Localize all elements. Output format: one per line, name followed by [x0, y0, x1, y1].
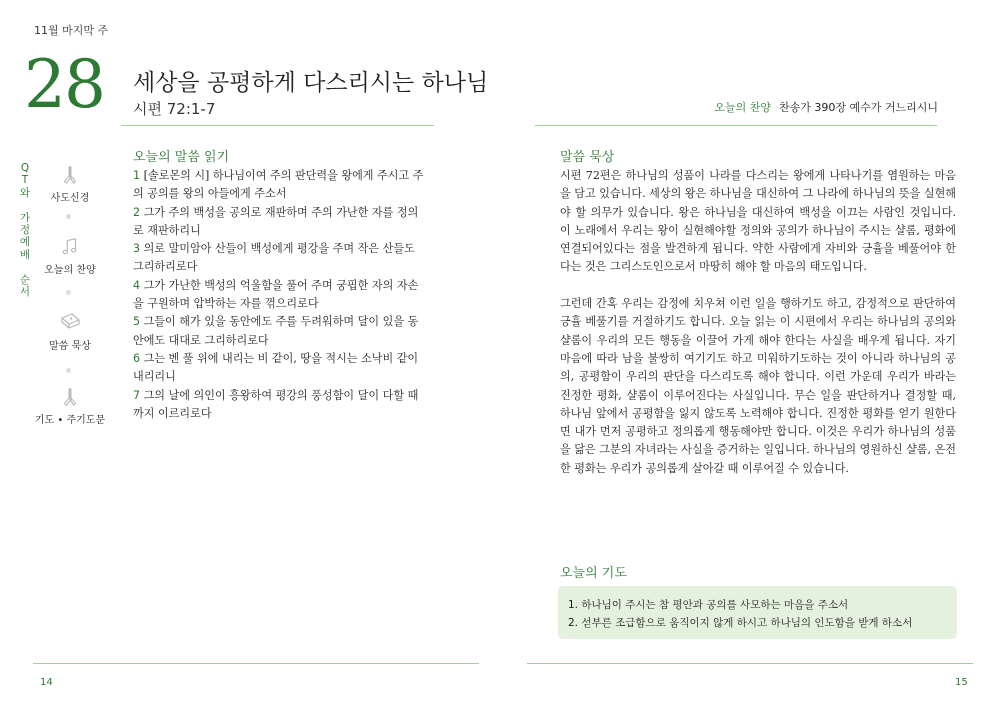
step-separator-dot — [66, 290, 71, 295]
day-number: 28 — [24, 46, 104, 123]
verse-line: 로 재판하리니 — [133, 223, 201, 237]
sidebar-step-label: 오늘의 찬양 — [44, 265, 96, 276]
verse-number: 4 — [133, 278, 141, 292]
vertical-label-char: Q — [20, 162, 30, 174]
page-number-right: 15 — [955, 677, 968, 688]
hymn-label: 오늘의 찬양 — [714, 101, 771, 114]
step-separator-dot — [66, 214, 71, 219]
vertical-label-char: 서 — [19, 286, 31, 299]
vertical-label-char: 배 — [19, 248, 31, 261]
prayer-box — [558, 586, 957, 639]
verse-line: 안에도 대대로 그리하리로다 — [133, 333, 269, 347]
verse-line: 6 그는 벤 풀 위에 내리는 비 같이, 땅을 적시는 소낙비 같이 — [133, 351, 419, 365]
vertical-label-char: 와 — [19, 186, 31, 199]
meditation-paragraph: 시편 72편은 하나님의 성품이 나라를 다스리는 왕에게 나타나기를 염원하는 마음을 담고 있습니다. 세상의 왕은 하나님을 대신하여 그 나라에 하나님의 뜻을 실현해야 할 의무가 있습니다. 왕은 하나님을 대신하여 백성을 이끄는 사람인 것입니다. 이 노래에서 우리는 왕이 실현해야할 정의와 공의가 하나님이 주시는 샬롬, 평화에 연결되어있다는 점을 발견하게 됩니다. 약한 사람에게 자비와 긍휼을 베풀어야 한다는 것은 그리스도인으로서 마땅히 해야 할 마음의 태도입니다. — [560, 169, 956, 274]
sidebar-step-hymn — [22, 236, 118, 276]
prayer-item: 1. 하나님이 주시는 참 평안과 공의를 사모하는 마음을 주소서 — [568, 599, 849, 611]
hymn-of-the-day — [714, 99, 938, 115]
hymn-text: 찬송가 390장 예수가 거느리시니 — [779, 101, 938, 114]
verse-line: 을 구원하며 압박하는 자를 꺾으리로다 — [133, 297, 319, 311]
verse-line: 5 그들이 해가 있을 동안에도 주를 두려워하며 달이 있을 동 — [133, 315, 419, 329]
verse-number: 6 — [133, 351, 141, 365]
sidebar-step-meditation — [22, 312, 118, 352]
sidebar-step-label: 사도신경 — [50, 193, 90, 204]
verse-number: 1 — [133, 169, 141, 182]
sidebar-step-apostles-creed — [22, 164, 118, 204]
verse-number: 2 — [133, 205, 141, 219]
header-divider-right — [535, 125, 937, 126]
footer-divider-right — [527, 663, 973, 664]
vertical-label-char: 예 — [19, 236, 31, 249]
sidebar-step-prayer — [22, 386, 118, 426]
verse-number: 3 — [133, 242, 141, 256]
verse-line: 의 공의를 왕의 아들에게 주소서 — [133, 187, 287, 201]
meditation-heading: 말씀 묵상 — [560, 150, 615, 165]
vertical-label-char: 순 — [19, 273, 31, 286]
page-number-left: 14 — [40, 677, 53, 688]
prayer-item: 2. 섣부른 조급함으로 움직이지 않게 하시고 하나님의 인도함을 받게 하소서 — [568, 617, 913, 629]
praying-hands-icon — [59, 386, 81, 408]
praying-hands-icon — [59, 164, 81, 186]
step-separator-dot — [66, 368, 71, 373]
verse-line: 4 그가 가난한 백성의 억울함을 풀어 주며 궁핍한 자의 자손 — [133, 278, 419, 292]
header-divider-left — [121, 125, 434, 126]
music-note-icon — [59, 236, 81, 258]
verse-line: 까지 이르리로다 — [133, 406, 212, 420]
vertical-label-char: 정 — [19, 224, 31, 237]
scripture-reference: 시편 72:1-7 — [133, 100, 216, 118]
week-label: 11월 마지막 주 — [34, 24, 109, 37]
verse-line: 1 [솔로몬의 시] 하나님이여 주의 판단력을 왕에게 주시고 주 — [133, 169, 424, 182]
verse-line: 내리리니 — [133, 370, 176, 384]
verse-number: 7 — [133, 388, 141, 402]
verse-number: 5 — [133, 315, 141, 329]
prayer-heading: 오늘의 기도 — [560, 566, 627, 581]
verse-line: 그리하리로다 — [133, 260, 198, 274]
scripture-reading — [133, 167, 435, 423]
vertical-label-char: T — [21, 174, 29, 187]
verse-line: 2 그가 주의 백성을 공의로 재판하며 주의 가난한 자를 정의 — [133, 205, 419, 219]
footer-divider-left — [33, 663, 479, 664]
meditation-body — [560, 167, 956, 496]
verse-line: 3 의로 말미암아 산들이 백성에게 평강을 주며 작은 산들도 — [133, 242, 415, 256]
verse-line: 7 그의 날에 의인이 흥왕하여 평강의 풍성함이 달이 다할 때 — [133, 388, 419, 402]
bible-book-icon — [58, 312, 82, 334]
sidebar-step-label: 말씀 묵상 — [49, 341, 91, 352]
vertical-label-char: 가 — [19, 211, 31, 224]
meditation-paragraph: 그런데 간혹 우리는 감정에 치우쳐 이런 일을 행하기도 하고, 감정적으로 판단하여 긍휼 베풀기를 거절하기도 합니다. 오늘 읽는 이 시편에서 우리는 하나님의 공의와 샬롬이 우리의 모든 행동을 이끌어 가게 해야 한다는 사실을 배우게 됩니다. 자기 마음에 따라 남을 불쌍히 여기기도 하고 미워하기도하는 것이 아니라 하나님의 공의, 공평함이 우리의 판단을 다스리도록 해야 합니다. 이런 가운데 우리가 바라는 진정한 평화, 샬롬이 이루어진다는 사실입니다. 무슨 일을 판단하거나 결정할 때, 하나님 앞에서 공평함을 잃지 않도록 노력해야 합니다. 진정한 평화를 얻기 원한다면 내가 먼저 공평하고 정의롭게 행동해야만 합니다. 이것은 우리가 하나님의 성품을 닮은 그분의 자녀라는 사실을 증거하는 일입니다. 하나님의 영원하신 샬롬, 온전한 평화는 우리가 공의롭게 살아갈 때 이루어질 수 있습니다. — [560, 297, 956, 475]
sidebar-step-label: 기도 • 주기도문 — [34, 415, 106, 426]
page-title: 세상을 공평하게 다스리시는 하나님 — [133, 70, 489, 96]
reading-heading: 오늘의 말씀 읽기 — [133, 150, 230, 165]
